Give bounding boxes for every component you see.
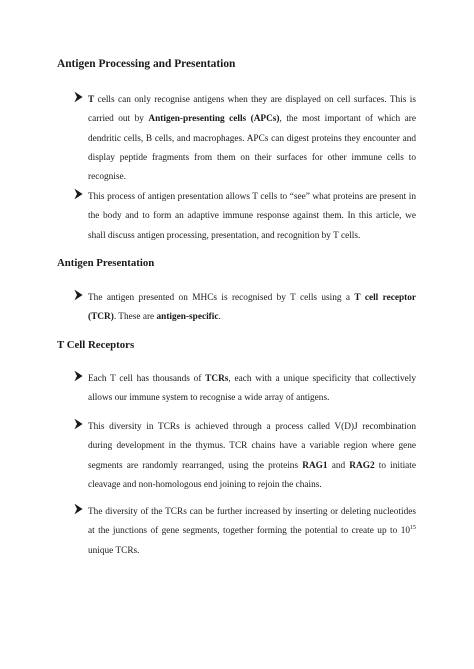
arrow-bullet-icon: [74, 90, 83, 102]
superscript-run: 15: [410, 525, 416, 532]
list-item: [63, 289, 416, 328]
bold-run: RAG2: [349, 460, 375, 471]
text-run: The antigen presented on MHCs is recognised by T cells using a: [88, 293, 355, 303]
text-run: cells can only recognise antigens when they are displayed on cell surfaces. This is carried out by: [88, 95, 416, 125]
bullet-text: [88, 503, 416, 561]
bullet-text: [88, 188, 416, 246]
section-heading: Antigen Presentation: [57, 257, 155, 269]
list-item: [63, 370, 416, 409]
arrow-bullet-icon: [74, 288, 83, 300]
list-item: [63, 188, 416, 246]
document-title: Antigen Processing and Presentation: [57, 58, 236, 70]
text-run: This process of antigen presentation allows T cells to “see” what proteins are present in the body and to form an adaptive immune response against them. In this article, we shall discuss antigen processing, presentation, and recognition by T cells.: [88, 192, 416, 241]
bold-run: antigen-specific: [156, 312, 219, 323]
bold-run: T cell receptor (TCR): [88, 293, 416, 323]
arrow-bullet-icon: [74, 369, 83, 381]
list-item: [63, 91, 416, 187]
text-run: and: [327, 460, 350, 471]
list-item: [63, 418, 416, 495]
bullet-text: [88, 370, 416, 409]
text-run: This diversity in TCRs is achieved through a process called V(D)J recombination during development in the thymus. TCR chains have a variable region where gene segments are randomly rearranged, using the proteins: [88, 422, 416, 471]
bold-run: TCRs: [205, 374, 229, 384]
arrow-bullet-icon: [74, 502, 83, 514]
bold-run: Antigen-presenting cells (APCs): [148, 114, 280, 125]
bullet-text: [88, 289, 416, 328]
bold-run: T: [88, 95, 95, 105]
text-run: Each T cell has thousands of: [88, 374, 206, 384]
arrow-bullet-icon: [74, 187, 83, 199]
text-run: unique TCRs.: [88, 545, 140, 556]
bold-run: RAG1: [302, 460, 328, 471]
bullet-text: [88, 418, 416, 495]
text-run: The diversity of the TCRs can be further increased by inserting or deleting nucleotides at the junctions of gene segments, together forming the potential to create up to 10: [88, 507, 416, 537]
text-run: to initiate cleavage and non-homologous end joining to rejoin the chains.: [88, 460, 416, 490]
list-item: [63, 503, 416, 561]
arrow-bullet-icon: [74, 417, 83, 429]
text-run: .: [218, 312, 221, 323]
bullet-text: [88, 91, 416, 187]
text-run: . These are: [113, 312, 157, 323]
section-heading: T Cell Receptors: [57, 339, 135, 351]
text-run: , each with a unique specificity that collectively allows our immune system to recognise a wide array of antigens.: [88, 374, 416, 404]
text-run: , the most important of which are dendritic cells, B cells, and macrophages. APCs can digest proteins they encounter and display peptide fragments from them on their surfaces for other immune cells to recognise.: [88, 114, 417, 183]
